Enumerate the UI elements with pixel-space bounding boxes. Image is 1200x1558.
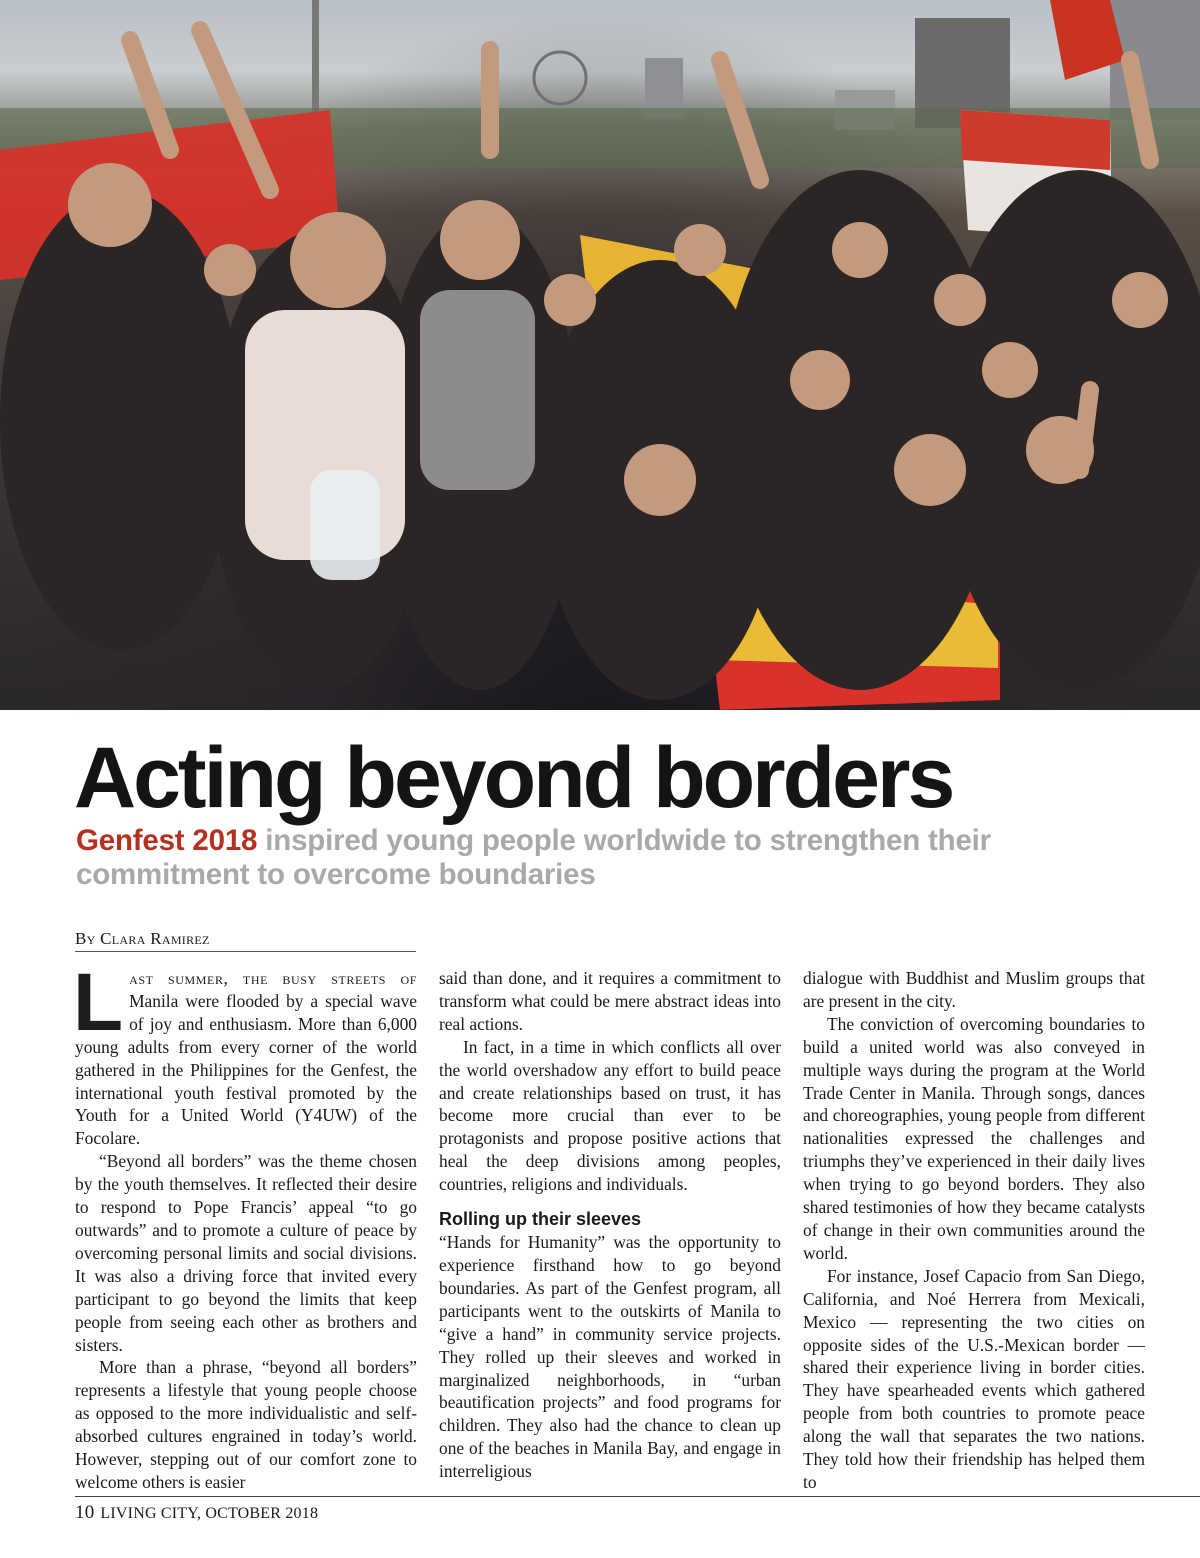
article-column-1 [73,957,417,1494]
paragraph: “Beyond all borders” was the theme chosen by the youth themselves. It reflected their desire to respond to Pope Francis’ appeal “to go outwards” and to promote a culture of peace by overcoming personal limits and social divisions. It was also a driving force that invited every participant to go beyond the limits that keep people from seeing each other as brothers and sisters. [75,1151,417,1355]
section-heading: Rolling up their sleeves [439,1209,642,1230]
byline-author: Clara Ramirez [100,929,210,948]
drop-cap: L [73,957,124,1048]
page-footer [75,1502,318,1525]
page-number: 10 [75,1502,95,1523]
article-column-2 [439,967,781,1483]
water-bottle [310,470,380,580]
red-white-flag-right-band [960,110,1110,170]
paragraph: “Hands for Humanity” was the opportunity to experience firsthand how to go beyond boundaries. As part of the Genfest program, all participants went to the outskirts of Manila to “give a hand” in community service projects. They rolled up their sleeves and worked in marginalized neighborhoods, in “urban beautification projects” and food programs for children. They also had the chance to clean up one of the beaches in Manila Bay, and engage in interreligious [439,1232,781,1482]
crowd-photo-illustration [0,0,1200,710]
paragraph: said than done, and it requires a commitment to transform what could be mere abstract ideas into real actions. [439,968,781,1034]
paragraph: The conviction of overcoming boundaries to build a united world was also conveyed in multiple ways during the program at the World Trade Center in Manila. Through songs, dances and choreographies, young people from different nationalities expressed the challenges and triumphs they’ve experienced in their daily lives when trying to go beyond borders. They also shared testimonies of how they became catalysts of change in their own communities around the world. [803,1013,1145,1263]
byline-prefix: By [75,929,101,948]
subtitle-accent: Genfest 2018 [76,824,258,857]
hero-photo [0,0,1200,710]
ferris-wheel [534,52,586,104]
byline [75,928,416,952]
subtitle-text: inspired young people worldwide to strengthen their commitment to overcome boundaries [76,824,991,891]
lead-in: ast summer, the busy streets of [129,968,417,988]
article-column-3 [803,967,1145,1494]
paragraph: For instance, Josef Capacio from San Diego, California, and Noé Herrera from Mexicali, Mexico — representing the two cities on opposite sides of the U.S.-Mexican border — shared their experience living in border cities. They have spearheaded events which gathered people from both countries to promote peace along the wall that separates the two nations. They told how their friendship has helped them to [803,1265,1145,1492]
footer-rule [75,1496,1200,1497]
paragraph [73,957,417,1150]
publication-line: LIVING CITY, OCTOBER 2018 [100,1505,319,1522]
paragraph-text: Manila were flooded by a special wave of joy and enthusiasm. More than 6,000 young adults from every corner of the world gathered in the Philippines for the Genfest, the international youth festival promoted by the Youth for a United World (Y4UW) of the Focolare. [75,990,417,1149]
paragraph: In fact, in a time in which conflicts all over the world overshadow any effort to build peace and create relationships based on trust, it has become more crucial than ever to be protagonists and propose positive actions that heal the deep divisions among peoples, countries, religions and individuals. [439,1036,781,1195]
article-title: Acting beyond borders [74,730,953,826]
paragraph: More than a phrase, “beyond all borders” represents a lifestyle that young people choose as opposed to the more individualistic and self-absorbed cultures engrained in today’s world. However, stepping out of our comfort zone to welcome others is easier [75,1357,417,1492]
striped-shirt [420,290,535,490]
article-subtitle [76,824,1076,892]
paragraph: dialogue with Buddhist and Muslim groups that are present in the city. [803,968,1145,1011]
